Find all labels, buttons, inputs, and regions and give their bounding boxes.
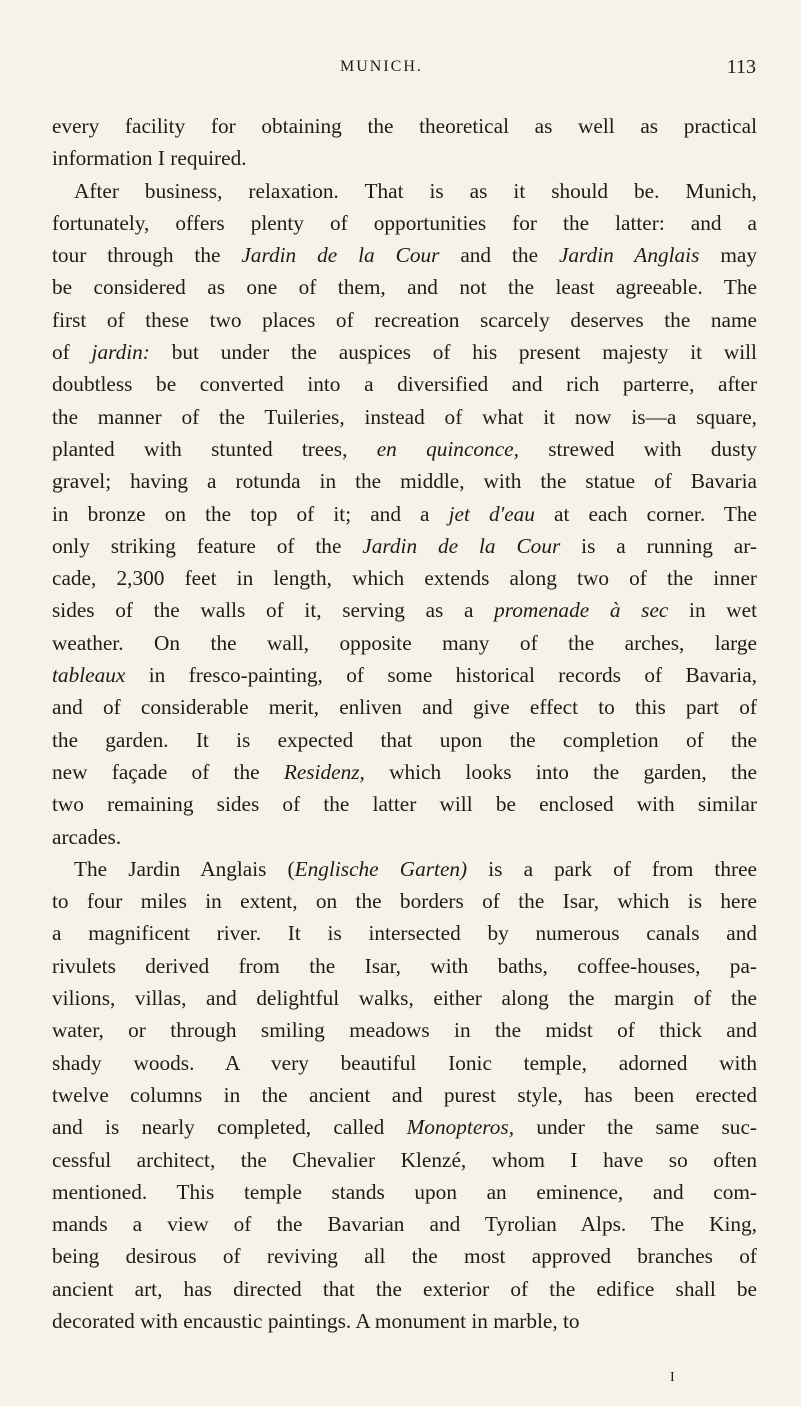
text-line	[52, 498, 757, 530]
italic-text: jardin:	[91, 340, 150, 365]
text-line	[52, 271, 757, 303]
text-segment: in bronze on the top of it; and a	[52, 501, 449, 526]
text-line	[52, 1014, 757, 1046]
text-segment: the garden. It is expected that upon the completion of the	[52, 727, 757, 752]
text-line	[52, 207, 757, 239]
text-segment: which looks into the garden, the	[364, 759, 757, 784]
text-line	[52, 1240, 757, 1272]
text-line	[52, 1079, 757, 1111]
text-segment: ancient art, has directed that the exterior of the edifice shall be	[52, 1276, 757, 1301]
text-line	[52, 788, 757, 820]
text-segment: cade, 2,300 feet in length, which extends along two of the inner	[52, 566, 757, 591]
text-segment: the manner of the Tuileries, instead of what it now is—a square,	[52, 404, 757, 429]
text-segment: mentioned. This temple stands upon an eminence, and com-	[52, 1179, 757, 1204]
text-segment: every facility for obtaining the theoretical as well as practical	[52, 114, 757, 138]
text-line	[52, 756, 757, 788]
text-line	[52, 239, 757, 271]
italic-text: jet d'eau	[448, 501, 535, 526]
italic-text: Jardin de la Cour	[362, 533, 561, 558]
text-segment: new façade of the	[52, 759, 284, 784]
text-segment: being desirous of reviving all the most approved branches of	[52, 1244, 757, 1269]
text-segment: first of these two places of recreation scarcely deserves the name	[52, 307, 757, 332]
text-segment: rivulets derived from the Isar, with baths, coffee-houses, pa-	[52, 953, 757, 978]
text-segment: and the	[439, 243, 559, 268]
text-segment: be considered as one of them, and not the least agreeable. The	[52, 275, 757, 300]
text-line	[52, 142, 757, 174]
text-line	[52, 1111, 757, 1143]
text-segment: vilions, villas, and delightful walks, either along the margin of the	[52, 986, 757, 1011]
text-segment: planted with stunted trees,	[52, 436, 377, 461]
text-line	[52, 853, 757, 885]
text-segment: in fresco-painting, of some historical records of Bavaria,	[125, 663, 757, 688]
text-segment: shady woods. A very beautiful Ionic temple, adorned with	[52, 1050, 757, 1075]
text-segment: but under the auspices of his present majesty it will	[149, 340, 757, 365]
text-line	[52, 982, 757, 1014]
italic-text: tableaux	[52, 663, 126, 688]
text-line	[52, 1208, 757, 1240]
text-segment: fortunately, offers plenty of opportunities for the latter: and a	[52, 210, 757, 235]
text-line	[52, 368, 757, 400]
text-line	[52, 1176, 757, 1208]
running-head	[0, 58, 801, 88]
text-segment: of	[52, 340, 92, 365]
italic-text: Jardin de la Cour	[241, 243, 440, 268]
text-segment: tour through the	[52, 243, 242, 268]
text-segment: a magnificent river. It is intersected by numerous canals and	[52, 921, 757, 946]
body-text	[52, 110, 757, 1337]
text-segment: in wet	[668, 598, 758, 623]
text-line	[52, 1047, 757, 1079]
text-segment: doubtless be converted into a diversified and rich parterre, after	[52, 372, 757, 397]
running-head-title: MUNICH.	[340, 58, 423, 75]
italic-text: Englische Garten)	[294, 856, 468, 881]
text-line	[52, 433, 757, 465]
text-line	[52, 401, 757, 433]
page-number: 113	[726, 56, 756, 78]
text-segment: to four miles in extent, on the borders of the Isar, which is here	[52, 889, 757, 914]
text-segment: twelve columns in the ancient and purest style, has been erected	[52, 1082, 757, 1107]
text-segment: water, or through smiling meadows in the midst of thick and	[52, 1018, 757, 1043]
text-line	[52, 594, 757, 626]
text-segment: weather. On the wall, opposite many of the arches, large	[52, 630, 757, 655]
text-line	[52, 562, 757, 594]
text-line	[52, 304, 757, 336]
text-segment: cessful architect, the Chevalier Klenzé, whom I have so often	[52, 1147, 757, 1172]
text-segment: and of considerable merit, enliven and give effect to this part of	[52, 695, 757, 720]
text-segment: decorated with encaustic paintings. A monument in marble, to	[52, 1308, 580, 1333]
text-segment: mands a view of the Bavarian and Tyrolian Alps. The King,	[52, 1212, 757, 1237]
text-segment: After business, relaxation. That is as it should be. Munich,	[74, 178, 757, 203]
text-segment: gravel; having a rotunda in the middle, with the statue of Bavaria	[52, 469, 757, 494]
text-line	[52, 917, 757, 949]
text-line	[52, 659, 757, 691]
signature-mark: I	[670, 1370, 675, 1385]
text-segment: information I required.	[52, 146, 247, 171]
italic-text: Jardin Anglais	[558, 243, 700, 268]
text-segment: sides of the walls of it, serving as a	[52, 598, 495, 623]
text-line	[52, 1144, 757, 1176]
text-line	[52, 885, 757, 917]
text-line	[52, 465, 757, 497]
text-segment: at each corner. The	[534, 501, 757, 526]
text-line	[52, 821, 757, 853]
text-line	[52, 175, 757, 207]
text-line	[52, 1305, 757, 1337]
text-segment: is a running ar-	[560, 533, 757, 558]
text-segment: two remaining sides of the latter will be enclosed with similar	[52, 792, 757, 817]
italic-text: en quinconce,	[376, 436, 519, 461]
italic-text: promenade à sec	[494, 598, 669, 623]
text-line	[52, 530, 757, 562]
italic-text: Monopteros,	[406, 1115, 515, 1140]
text-segment: is a park of from three	[467, 856, 757, 881]
text-segment: The Jardin Anglais (	[74, 856, 295, 881]
text-segment: arcades.	[52, 824, 122, 849]
text-segment: only striking feature of the	[52, 533, 363, 558]
text-line	[52, 1273, 757, 1305]
text-line	[52, 110, 757, 142]
italic-text: Residenz,	[283, 759, 365, 784]
text-line	[52, 950, 757, 982]
text-line	[52, 724, 757, 756]
text-line	[52, 627, 757, 659]
text-segment: under the same suc-	[514, 1115, 757, 1140]
text-segment: and is nearly completed, called	[52, 1115, 407, 1140]
text-segment: strewed with dusty	[518, 436, 757, 461]
text-line	[52, 691, 757, 723]
text-line	[52, 336, 757, 368]
text-segment: may	[699, 243, 757, 268]
